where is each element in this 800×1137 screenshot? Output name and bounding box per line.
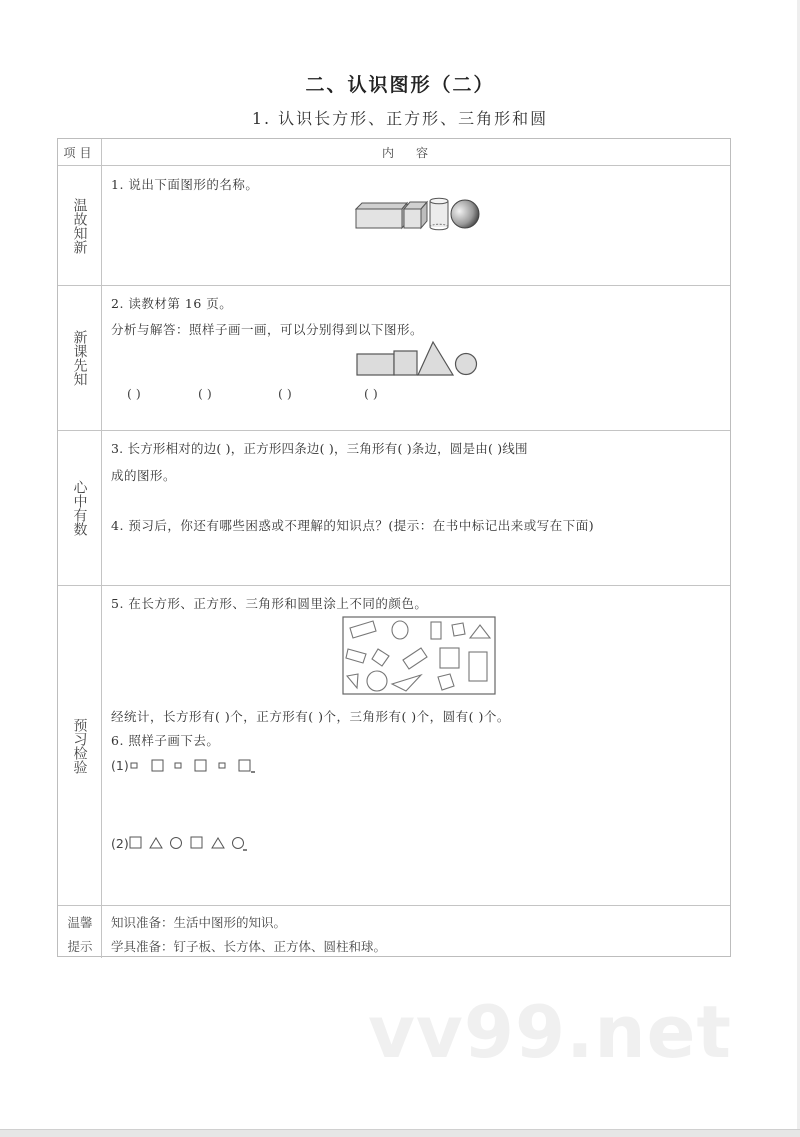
section-content [102,166,730,285]
section-label [58,586,102,905]
square-icon [195,760,206,771]
question-2: 2. 读教材第 16 页。 [111,296,233,311]
triangle-icon [212,838,224,848]
section-label [58,286,102,430]
tip-tools: 学具准备：钉子板、长方体、正方体、圆柱和球。 [111,939,387,954]
header-label-content: 内容 [381,145,450,160]
pattern-2 [111,835,279,851]
table-header-row [58,139,730,166]
section-label [58,906,102,958]
pattern-2-label: (2) [111,835,129,851]
question-5: 5. 在长方形、正方形、三角形和圆里涂上不同的颜色。 [111,596,428,611]
question-2-analysis: 分析与解答：照样子画一画，可以分别得到以下图形。 [111,322,424,337]
square-icon [130,837,141,848]
small-square-icon [219,763,225,768]
rectangle-icon [357,354,394,375]
cylinder-icon [430,198,448,230]
pattern-1-label: (1) [111,757,129,773]
plane-shapes-figure [356,340,481,377]
circle-icon [170,838,181,849]
section-label [58,431,102,585]
section-content [102,906,730,958]
cube-icon [404,202,427,228]
section-label [58,166,102,285]
question-5-count: 经统计，长方形有( )个，正方形有( )个，三角形有( )个，圆有( )个。 [111,709,510,724]
sphere-icon [451,200,479,228]
section-review [58,166,730,286]
section-label-text: 新课先知 [71,330,88,386]
small-square-icon [175,763,181,768]
section-label-text: 心中有数 [71,480,88,536]
section-tips [58,906,730,958]
mixed-shapes-figure[interactable] [342,616,497,696]
pattern-1-shapes [129,757,279,773]
page-subtitle: 1. 认识长方形、正方形、三角形和圆 [251,109,549,128]
section-label-line-2: 提示 [67,939,93,954]
question-3: 3. 长方形相对的边( )，正方形四条边( )，三角形有( )条边，圆是由( )线围 [111,441,528,456]
question-4: 4. 预习后，你还有哪些困惑或不理解的知识点？(提示：在书中标记出来或写在下面) [111,518,595,533]
section-content [102,286,730,430]
section-content [102,586,730,905]
section-label-text: 温故知新 [71,197,88,254]
question-1: 1. 说出下面图形的名称。 [111,177,259,192]
cuboid-icon [356,203,407,228]
section-content [102,431,730,585]
worksheet-table [57,138,731,957]
small-square-icon [131,763,137,768]
question-3-cont: 成的图形。 [111,468,177,483]
section-preview [58,286,730,431]
triangle-icon [418,342,453,375]
answer-blank-2[interactable]: ( ) [198,386,212,401]
header-cell-content [102,139,730,165]
section-label-text: 预习检验 [71,717,88,774]
pattern-1 [111,757,279,773]
answer-blank-4[interactable]: ( ) [364,386,378,401]
triangle-icon [150,838,162,848]
square-icon [191,837,202,848]
answer-blank-3[interactable]: ( ) [278,386,292,401]
square-icon [394,351,417,375]
section-self-check [58,431,730,586]
watermark: vv99.net [368,990,732,1074]
pattern-2-shapes [129,835,279,851]
square-icon [239,760,250,771]
question-6: 6. 照样子画下去。 [111,733,220,748]
solid-shapes-figure [354,197,484,231]
section-test [58,586,730,906]
header-label-item: 项目 [63,145,96,160]
circle-icon [456,354,477,375]
section-label-line-1: 温馨 [67,915,93,930]
tip-knowledge: 知识准备：生活中图形的知识。 [111,915,287,930]
header-cell-item [58,139,102,165]
page-edge-bottom [0,1129,800,1137]
circle-icon [232,838,243,849]
square-icon [152,760,163,771]
answer-blank-1[interactable]: ( ) [127,386,141,401]
page-title: 二、认识图形（二） [305,74,495,96]
